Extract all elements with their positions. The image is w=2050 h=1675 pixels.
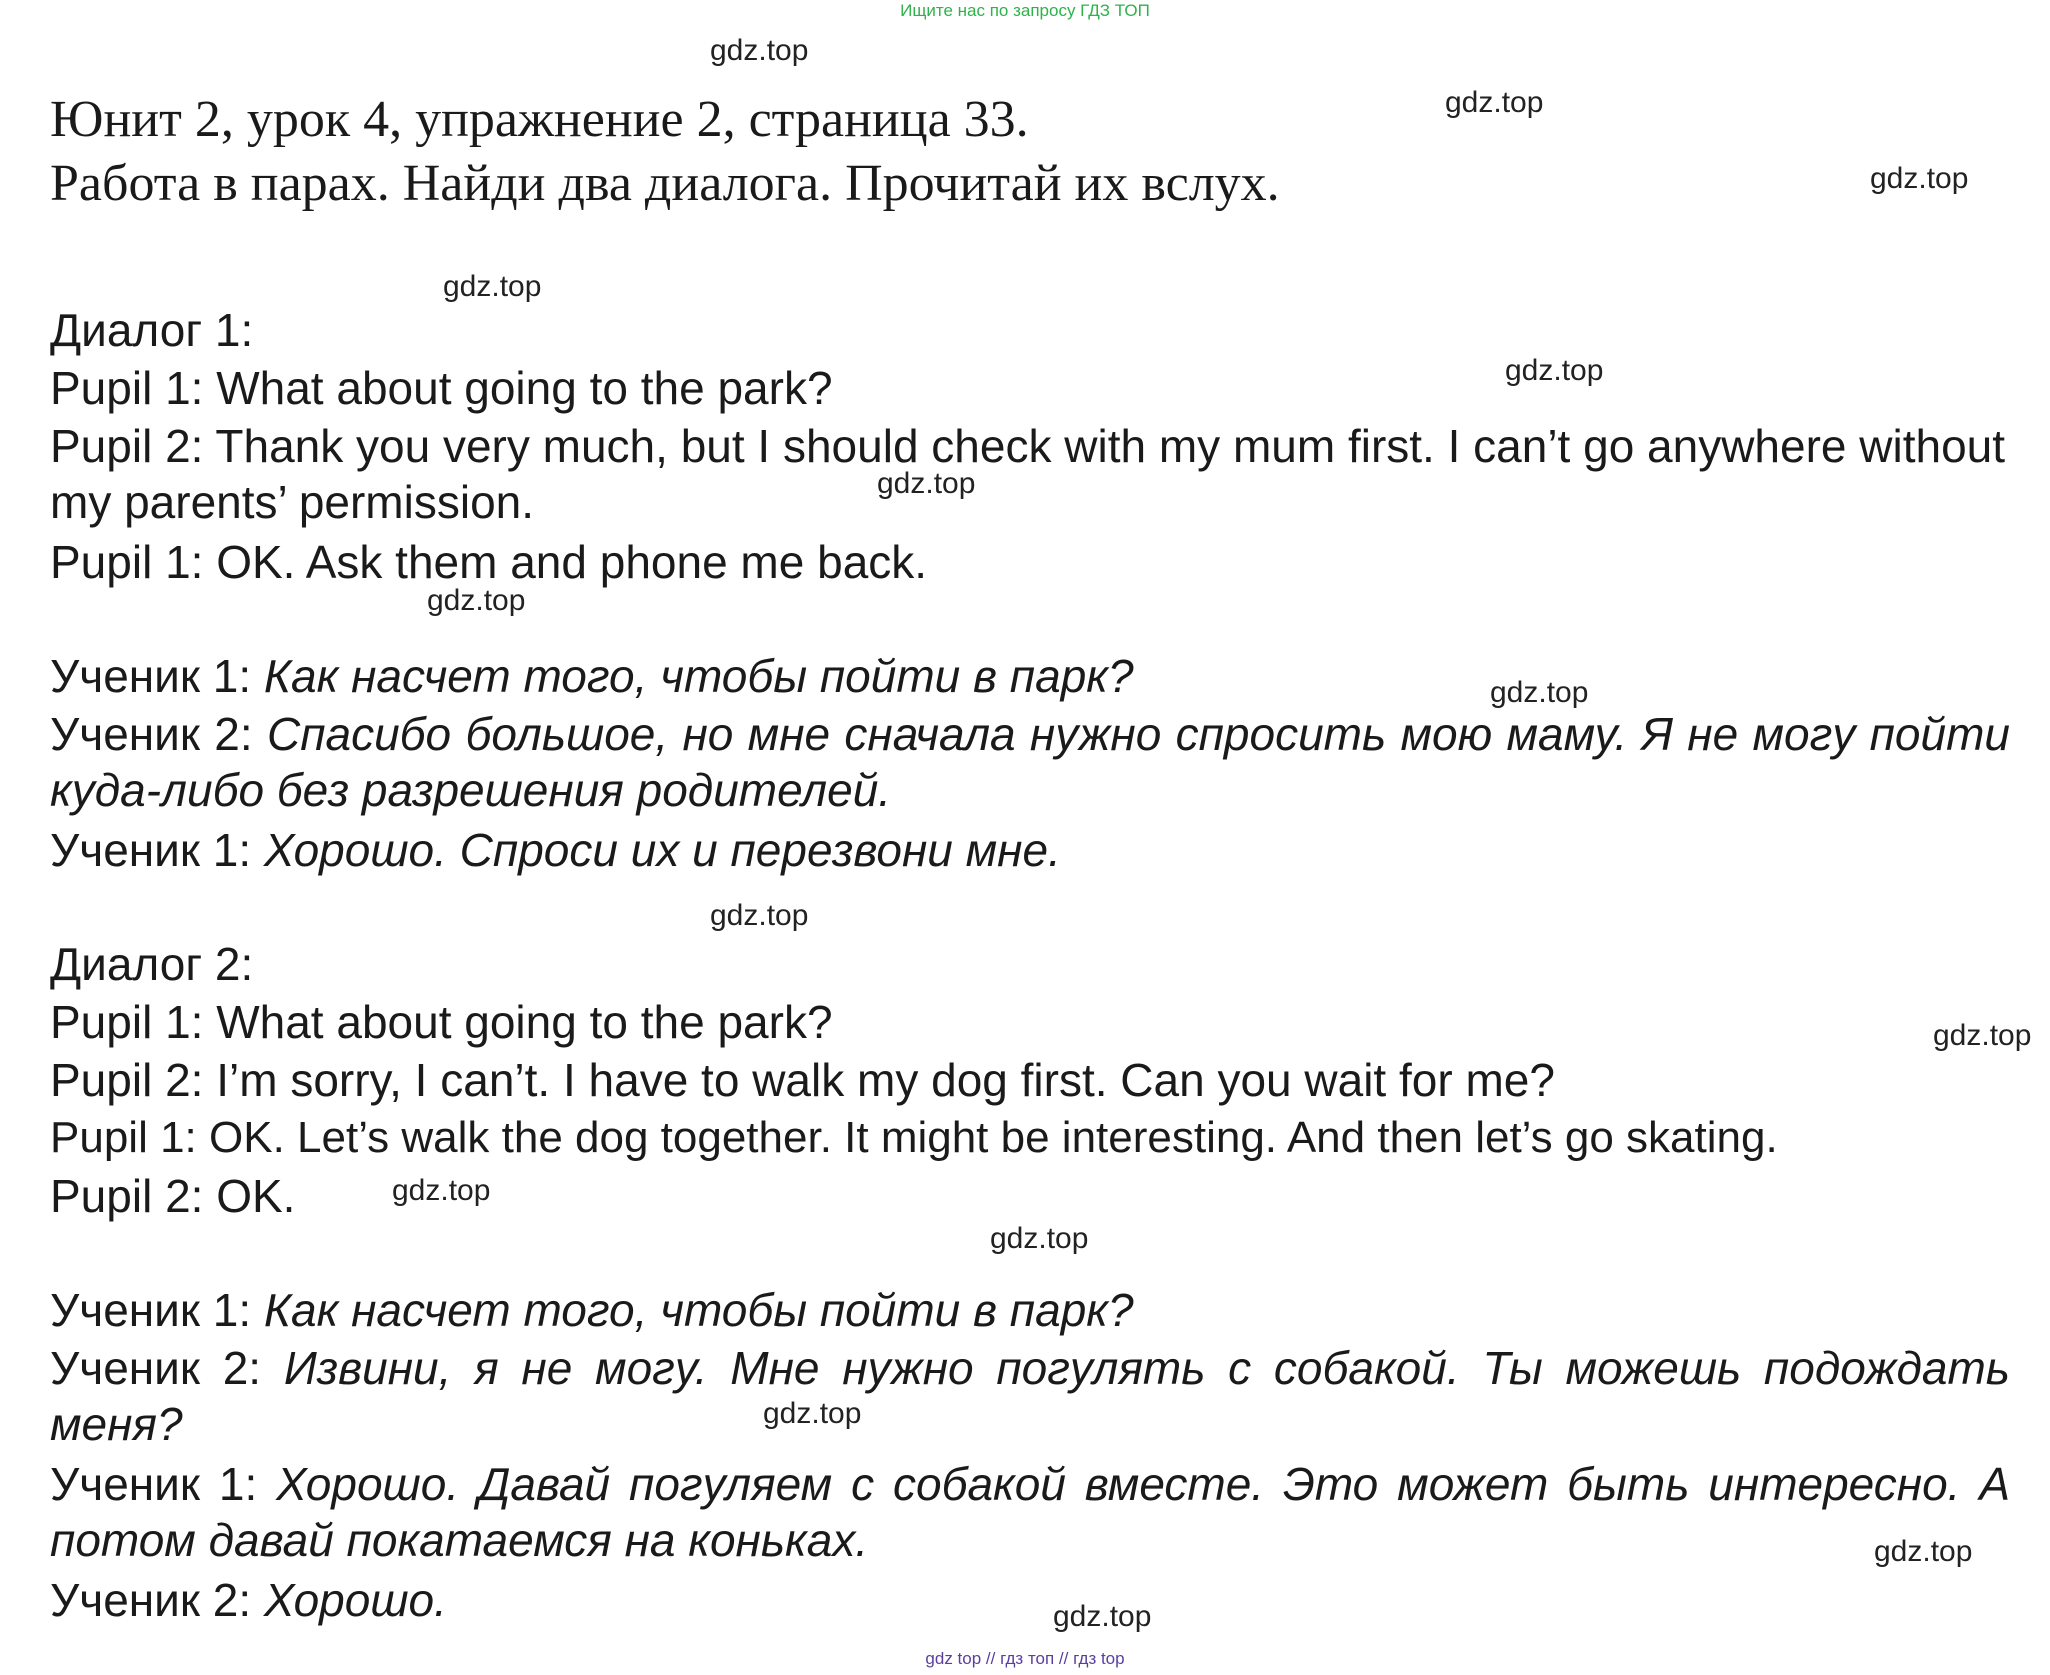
speaker: Pupil 2: — [50, 420, 204, 472]
utterance: Как насчет того, чтобы пойти в парк? — [263, 1284, 1134, 1336]
speaker: Ученик 2: — [50, 1574, 252, 1626]
speaker: Ученик 1: — [50, 1284, 252, 1336]
top-banner: Ищите нас по запросу ГДЗ ТОП — [900, 1, 1150, 20]
task-instruction: Работа в парах. Найди два диалога. Прочитай их вслух. — [50, 155, 1280, 212]
utterance: Thank you very much, but I should check with my mum first. I can’t go anywhere without my parents’ permission. — [50, 420, 2006, 528]
utterance: Хорошо. Давай погуляем с собакой вместе. Это может быть интересно. А потом давай покатаемся на коньках. — [50, 1458, 2010, 1566]
footer-links: gdz top // гдз топ // гдз top — [925, 1649, 1125, 1668]
watermark: gdz.top — [427, 584, 526, 617]
watermark: gdz.top — [443, 270, 542, 303]
watermark: gdz.top — [1874, 1535, 1973, 1568]
dialog-line — [50, 1168, 2010, 1224]
watermark: gdz.top — [990, 1222, 1089, 1255]
utterance: I’m sorry, I can’t. I have to walk my dog first. Can you wait for me? — [216, 1054, 1555, 1106]
speaker: Pupil 2: — [50, 1054, 204, 1106]
dialog-line — [50, 1340, 2010, 1452]
speaker: Pupil 1: — [50, 362, 204, 414]
utterance: Извини, я не могу. Мне нужно погулять с собакой. Ты можешь подождать меня? — [50, 1342, 2010, 1450]
speaker: Ученик 2: — [50, 1342, 262, 1394]
utterance: OK. — [216, 1170, 296, 1222]
watermark: gdz.top — [1870, 162, 1969, 195]
speaker: Ученик 2: — [50, 708, 253, 760]
page-title: Юнит 2, урок 4, упражнение 2, страница 33. — [50, 91, 1029, 148]
utterance: OK. Let’s walk the dog together. It might be interesting. And then let’s go skating. — [209, 1113, 1778, 1162]
dialog-line — [50, 1572, 2010, 1628]
utterance: OK. Ask them and phone me back. — [216, 536, 928, 588]
utterance: What about going to the park? — [216, 362, 833, 414]
speaker: Pupil 1: — [50, 1113, 197, 1162]
dialog-line — [50, 822, 2010, 878]
speaker: Pupil 1: — [50, 536, 204, 588]
watermark: gdz.top — [1445, 86, 1544, 119]
watermark: gdz.top — [1490, 676, 1589, 709]
utterance: Хорошо. — [263, 1574, 447, 1626]
watermark: gdz.top — [1933, 1019, 2032, 1052]
speaker: Pupil 1: — [50, 996, 204, 1048]
dialog-line — [50, 534, 2010, 590]
watermark: gdz.top — [763, 1397, 862, 1430]
speaker: Ученик 1: — [50, 1458, 258, 1510]
watermark: gdz.top — [710, 34, 809, 67]
speaker: Ученик 1: — [50, 824, 252, 876]
dialog-line — [50, 994, 2010, 1050]
dialog-line — [50, 1052, 2010, 1108]
speaker: Ученик 1: — [50, 650, 252, 702]
dialog-line — [50, 648, 2010, 704]
watermark: gdz.top — [1053, 1600, 1152, 1633]
dialog-line — [50, 418, 2010, 530]
dialog-line — [50, 1456, 2010, 1568]
watermark: gdz.top — [1505, 354, 1604, 387]
dialog-2-title: Диалог 2: — [50, 938, 254, 990]
dialog-line — [50, 706, 2010, 818]
utterance: What about going to the park? — [216, 996, 833, 1048]
utterance: Как насчет того, чтобы пойти в парк? — [263, 650, 1134, 702]
utterance: Хорошо. Спроси их и перезвони мне. — [263, 824, 1061, 876]
watermark: gdz.top — [710, 899, 809, 932]
dialog-1-title: Диалог 1: — [50, 304, 254, 356]
utterance: Спасибо большое, но мне сначала нужно спросить мою маму. Я не могу пойти куда-либо без разрешения родителей. — [50, 708, 2011, 816]
watermark: gdz.top — [392, 1174, 491, 1207]
dialog-line — [50, 360, 2010, 416]
dialog-line — [50, 1282, 2010, 1338]
dialog-line — [50, 1110, 2010, 1166]
speaker: Pupil 2: — [50, 1170, 204, 1222]
watermark: gdz.top — [877, 467, 976, 500]
